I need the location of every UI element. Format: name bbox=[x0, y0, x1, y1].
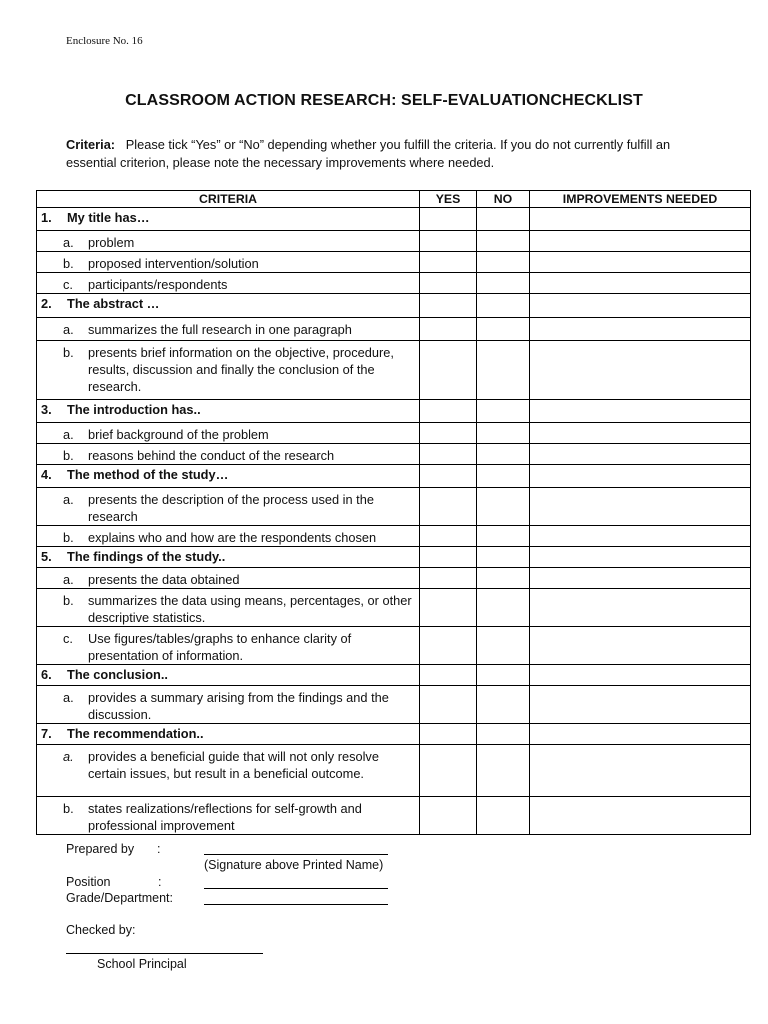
section-number: 3. bbox=[41, 402, 52, 417]
item-letter: a. bbox=[63, 690, 74, 705]
instructions bbox=[66, 136, 716, 172]
criterion-row bbox=[37, 797, 751, 835]
section-number: 2. bbox=[41, 296, 52, 311]
page-title: CLASSROOM ACTION RESEARCH: SELF-EVALUATIONCHECKLIST bbox=[125, 92, 643, 109]
no-cell[interactable] bbox=[477, 252, 530, 273]
improvements-cell[interactable] bbox=[530, 465, 751, 488]
improvements-cell[interactable] bbox=[530, 665, 751, 686]
yes-cell[interactable] bbox=[420, 294, 477, 318]
item-letter: b. bbox=[63, 256, 74, 271]
yes-cell[interactable] bbox=[420, 465, 477, 488]
improvements-cell[interactable] bbox=[530, 724, 751, 745]
yes-cell[interactable] bbox=[420, 252, 477, 273]
criteria-cell bbox=[37, 526, 420, 547]
criterion-text: explains who and how are the respondents chosen bbox=[88, 530, 377, 545]
criterion-text: reasons behind the conduct of the research bbox=[88, 448, 335, 463]
item-letter: a. bbox=[63, 235, 74, 250]
no-cell[interactable] bbox=[477, 231, 530, 252]
criterion-row bbox=[37, 686, 751, 724]
no-cell[interactable] bbox=[477, 400, 530, 423]
signature-caption: (Signature above Printed Name) bbox=[204, 858, 384, 872]
no-cell[interactable] bbox=[477, 724, 530, 745]
no-cell[interactable] bbox=[477, 568, 530, 589]
item-letter: a. bbox=[63, 749, 74, 764]
criterion-text: summarizes the full research in one paragraph bbox=[88, 322, 352, 337]
item-letter: a. bbox=[63, 492, 74, 507]
criteria-cell bbox=[37, 568, 420, 589]
criterion-text: provides a beneficial guide that will not only resolve certain issues, but result in a beneficial outcome. bbox=[88, 749, 379, 781]
yes-cell[interactable] bbox=[420, 797, 477, 835]
no-cell[interactable] bbox=[477, 686, 530, 724]
criteria-cell bbox=[37, 724, 420, 745]
criteria-cell bbox=[37, 444, 420, 465]
improvements-cell[interactable] bbox=[530, 568, 751, 589]
criterion-row bbox=[37, 341, 751, 400]
improvements-cell[interactable] bbox=[530, 488, 751, 526]
grade-department-line[interactable] bbox=[204, 904, 388, 905]
item-letter: b. bbox=[63, 448, 74, 463]
checklist-table bbox=[36, 190, 751, 835]
improvements-cell[interactable] bbox=[530, 231, 751, 252]
improvements-cell[interactable] bbox=[530, 547, 751, 568]
enclosure-number: Enclosure No. 16 bbox=[66, 35, 143, 47]
yes-cell[interactable] bbox=[420, 273, 477, 294]
no-cell[interactable] bbox=[477, 547, 530, 568]
yes-cell[interactable] bbox=[420, 423, 477, 444]
yes-cell[interactable] bbox=[420, 745, 477, 797]
criterion-row bbox=[37, 423, 751, 444]
criterion-row bbox=[37, 231, 751, 252]
item-letter: b. bbox=[63, 593, 74, 608]
section-title: The introduction has.. bbox=[67, 402, 201, 417]
improvements-cell[interactable] bbox=[530, 526, 751, 547]
no-cell[interactable] bbox=[477, 444, 530, 465]
improvements-cell[interactable] bbox=[530, 589, 751, 627]
criterion-text: states realizations/reflections for self-growth and professional improvement bbox=[88, 801, 362, 833]
criterion-row bbox=[37, 568, 751, 589]
criterion-row bbox=[37, 444, 751, 465]
item-letter: b. bbox=[63, 801, 74, 816]
yes-cell[interactable] bbox=[420, 318, 477, 341]
yes-cell[interactable] bbox=[420, 547, 477, 568]
prepared-by-signature-line[interactable] bbox=[204, 854, 388, 855]
no-cell[interactable] bbox=[477, 526, 530, 547]
yes-cell[interactable] bbox=[420, 488, 477, 526]
checklist-body bbox=[37, 208, 751, 835]
improvements-cell[interactable] bbox=[530, 797, 751, 835]
school-principal-label: School Principal bbox=[97, 957, 187, 971]
yes-cell[interactable] bbox=[420, 526, 477, 547]
criteria-cell bbox=[37, 294, 420, 318]
no-cell[interactable] bbox=[477, 665, 530, 686]
item-letter: b. bbox=[63, 530, 74, 545]
yes-cell[interactable] bbox=[420, 341, 477, 400]
criteria-cell bbox=[37, 665, 420, 686]
improvements-cell[interactable] bbox=[530, 318, 751, 341]
section-number: 6. bbox=[41, 667, 52, 682]
criteria-cell bbox=[37, 341, 420, 400]
no-cell[interactable] bbox=[477, 589, 530, 627]
criteria-cell bbox=[37, 423, 420, 444]
criterion-row bbox=[37, 589, 751, 627]
item-letter: c. bbox=[63, 277, 73, 292]
position-line[interactable] bbox=[204, 888, 388, 889]
criteria-cell bbox=[37, 745, 420, 797]
section-title: The abstract … bbox=[67, 296, 160, 311]
criteria-cell bbox=[37, 547, 420, 568]
no-cell[interactable] bbox=[477, 423, 530, 444]
improvements-cell[interactable] bbox=[530, 252, 751, 273]
criterion-text: proposed intervention/solution bbox=[88, 256, 259, 271]
criteria-cell bbox=[37, 400, 420, 423]
criteria-cell bbox=[37, 589, 420, 627]
section-title: The findings of the study.. bbox=[67, 549, 226, 564]
section-row bbox=[37, 665, 751, 686]
section-number: 4. bbox=[41, 467, 52, 482]
criterion-row bbox=[37, 252, 751, 273]
criterion-text: summarizes the data using means, percentages, or other descriptive statistics. bbox=[88, 593, 412, 625]
improvements-cell[interactable] bbox=[530, 208, 751, 231]
criterion-row bbox=[37, 318, 751, 341]
yes-cell[interactable] bbox=[420, 589, 477, 627]
improvements-cell[interactable] bbox=[530, 686, 751, 724]
improvements-cell[interactable] bbox=[530, 341, 751, 400]
improvements-cell[interactable] bbox=[530, 294, 751, 318]
section-title: The conclusion.. bbox=[67, 667, 168, 682]
section-row bbox=[37, 294, 751, 318]
item-letter: a. bbox=[63, 572, 74, 587]
criteria-cell bbox=[37, 231, 420, 252]
checked-by-label: Checked by: bbox=[66, 923, 136, 937]
section-row bbox=[37, 465, 751, 488]
no-cell[interactable] bbox=[477, 273, 530, 294]
section-number: 1. bbox=[41, 210, 52, 225]
criteria-cell bbox=[37, 273, 420, 294]
instructions-text: Please tick “Yes” or “No” depending whether you fulfill the criteria. If you do not currently fulfill an essential criterion, please note the necessary improvements where needed. bbox=[66, 137, 671, 170]
header-yes: YES bbox=[420, 191, 477, 208]
yes-cell[interactable] bbox=[420, 627, 477, 665]
improvements-cell[interactable] bbox=[530, 444, 751, 465]
criteria-cell bbox=[37, 797, 420, 835]
criterion-row bbox=[37, 488, 751, 526]
section-row bbox=[37, 208, 751, 231]
yes-cell[interactable] bbox=[420, 231, 477, 252]
improvements-cell[interactable] bbox=[530, 423, 751, 444]
principal-signature-line[interactable] bbox=[66, 953, 263, 954]
prepared-by-colon: : bbox=[157, 842, 161, 856]
header-criteria: CRITERIA bbox=[37, 191, 420, 208]
criteria-cell bbox=[37, 252, 420, 273]
table-header-row bbox=[37, 191, 751, 208]
criteria-cell bbox=[37, 318, 420, 341]
criterion-text: Use figures/tables/graphs to enhance clarity of presentation of information. bbox=[88, 631, 352, 663]
no-cell[interactable] bbox=[477, 294, 530, 318]
yes-cell[interactable] bbox=[420, 400, 477, 423]
criterion-text: problem bbox=[88, 235, 135, 250]
criteria-cell bbox=[37, 686, 420, 724]
no-cell[interactable] bbox=[477, 797, 530, 835]
yes-cell[interactable] bbox=[420, 208, 477, 231]
section-title: The method of the study… bbox=[67, 467, 229, 482]
item-letter: b. bbox=[63, 345, 74, 360]
section-title: The recommendation.. bbox=[67, 726, 204, 741]
no-cell[interactable] bbox=[477, 627, 530, 665]
section-row bbox=[37, 400, 751, 423]
no-cell[interactable] bbox=[477, 318, 530, 341]
section-row bbox=[37, 547, 751, 568]
section-row bbox=[37, 724, 751, 745]
criterion-text: provides a summary arising from the findings and the discussion. bbox=[88, 690, 389, 722]
no-cell[interactable] bbox=[477, 341, 530, 400]
criteria-cell bbox=[37, 465, 420, 488]
criterion-text: presents the description of the process used in the research bbox=[88, 492, 374, 524]
header-no: NO bbox=[477, 191, 530, 208]
criterion-row bbox=[37, 526, 751, 547]
item-letter: c. bbox=[63, 631, 73, 646]
criteria-cell bbox=[37, 208, 420, 231]
improvements-cell[interactable] bbox=[530, 273, 751, 294]
criterion-row bbox=[37, 273, 751, 294]
section-title: My title has… bbox=[67, 210, 150, 225]
prepared-by-label: Prepared by bbox=[66, 842, 135, 856]
no-cell[interactable] bbox=[477, 465, 530, 488]
criteria-cell bbox=[37, 488, 420, 526]
header-improvements: IMPROVEMENTS NEEDED bbox=[530, 191, 751, 208]
criterion-text: brief background of the problem bbox=[88, 427, 269, 442]
position-colon: : bbox=[158, 875, 162, 889]
improvements-cell[interactable] bbox=[530, 400, 751, 423]
criteria-cell bbox=[37, 627, 420, 665]
item-letter: a. bbox=[63, 322, 74, 337]
no-cell[interactable] bbox=[477, 488, 530, 526]
improvements-cell[interactable] bbox=[530, 745, 751, 797]
yes-cell[interactable] bbox=[420, 665, 477, 686]
item-letter: a. bbox=[63, 427, 74, 442]
section-number: 7. bbox=[41, 726, 52, 741]
grade-department-label: Grade/Department: bbox=[66, 891, 173, 905]
yes-cell[interactable] bbox=[420, 568, 477, 589]
criterion-row bbox=[37, 627, 751, 665]
yes-cell[interactable] bbox=[420, 686, 477, 724]
improvements-cell[interactable] bbox=[530, 627, 751, 665]
yes-cell[interactable] bbox=[420, 724, 477, 745]
section-number: 5. bbox=[41, 549, 52, 564]
criterion-text: presents the data obtained bbox=[88, 572, 240, 587]
position-label: Position bbox=[66, 875, 111, 889]
no-cell[interactable] bbox=[477, 745, 530, 797]
yes-cell[interactable] bbox=[420, 444, 477, 465]
criterion-text: participants/respondents bbox=[88, 277, 228, 292]
instructions-label: Criteria: bbox=[66, 137, 116, 152]
criterion-text: presents brief information on the objective, procedure, results, discussion and finally the conclusion of the research. bbox=[88, 345, 394, 394]
no-cell[interactable] bbox=[477, 208, 530, 231]
criterion-row bbox=[37, 745, 751, 797]
